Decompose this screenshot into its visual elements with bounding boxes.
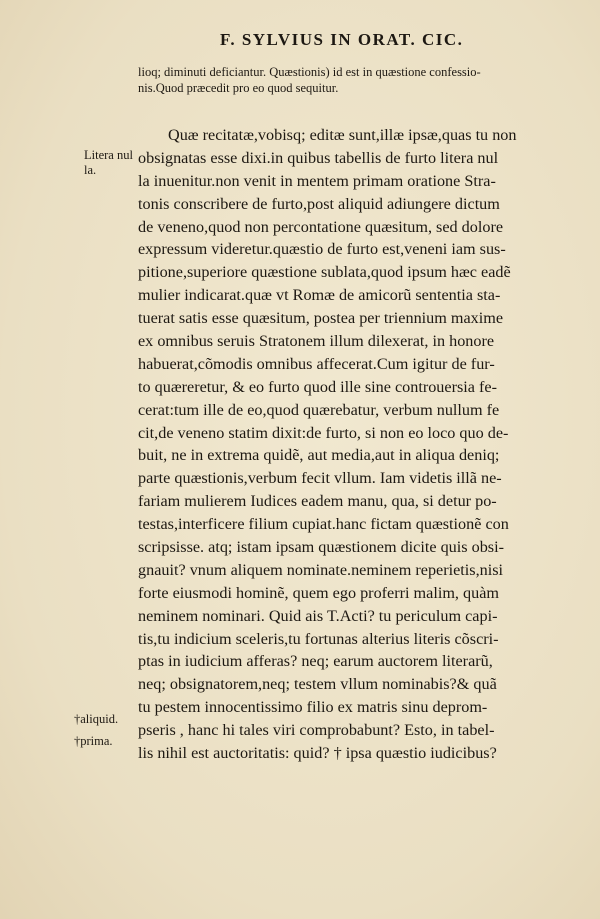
main-text-block (138, 124, 578, 765)
text-line: ptas in iudicium afferas? neq; earum auctorem literarũ, (138, 652, 493, 671)
text-line: de veneno,quod non percontatione quæsitum, sed dolore (138, 217, 504, 236)
text-line: testas,interficere filium cupiat.hanc fictam quæstionẽ con (138, 515, 509, 534)
text-line: lis nihil est auctoritatis: quid? † ipsa quæstio iudicibus? (138, 744, 497, 763)
text-line: tu pestem innocentissimo filio ex matris sinu deprom- (138, 698, 488, 717)
text-line: tuerat satis esse quæsitum, postea per triennium maxime (138, 309, 504, 328)
text-line: obsignatas esse dixi.in quibus tabellis de furto litera nul (138, 148, 499, 167)
running-head: F. SYLVIUS IN ORAT. CIC. (220, 30, 464, 49)
text-line: expressum videretur.quæstio de furto est,veneni iam sus- (138, 240, 506, 259)
commentary-line: lioq; diminuti deficiantur. Quæstionis) id est in quæstione confessio- (138, 65, 481, 79)
text-line: tonis conscribere de furto,post aliquid adiungere dictum (138, 194, 500, 213)
text-line: to quæreretur, & eo furto quod ille sine controuersia fe- (138, 377, 497, 396)
text-line: ex omnibus seruis Stratonem illum dilexerat, in honore (138, 332, 495, 351)
commentary-line: nis.Quod præcedit pro eo quod sequitur. (138, 81, 339, 95)
margin-note-line: la. (84, 163, 97, 177)
margin-note-aliquid: †aliquid. (74, 712, 119, 726)
text-line: cit,de veneno statim dixit:de furto, si non eo loco quo de- (138, 423, 509, 442)
text-line: gnauit? vnum aliquem nominate.neminem reperietis,nisi (138, 560, 504, 579)
text-line: fariam mulierem Iudices eadem manu, qua, si detur po- (138, 492, 497, 511)
text-line: buit, ne in extrema quidẽ, aut media,aut in aliqua deniq; (138, 446, 500, 465)
text-line: forte eiusmodi hominẽ, quem ego proferri malim, quàm (138, 583, 499, 602)
text-line: neq; obsignatorem,neq; testem vllum nominabis?& quã (138, 675, 497, 694)
text-line: scripsisse. atq; istam ipsam quæstionem dicite quis obsi- (138, 538, 504, 557)
text-line: la inuenitur.non venit in mentem primam oratione Stra- (138, 171, 496, 190)
text-line: neminem nominari. Quid ais T.Acti? tu periculum capi- (138, 606, 498, 625)
text-line: tis,tu indicium sceleris,tu fortunas alterius literis cõscri- (138, 629, 499, 648)
margin-note-prima: †prima. (74, 734, 113, 748)
text-line: Quæ recitatæ,vobisq; editæ sunt,illæ ipsæ,quas tu non (168, 126, 517, 144)
margin-note-line: Litera nul (84, 148, 133, 162)
commentary-block (138, 64, 578, 96)
text-line: mulier indicarat.quæ vt Romæ de amicorũ sententia sta- (138, 286, 501, 305)
text-line: cerat:tum ille de eo,quod quærebatur, verbum nullum fe (138, 400, 500, 419)
text-line: parte quæstionis,verbum fecit vllum. Iam videtis illã ne- (138, 469, 502, 488)
text-line: pitione,superiore quæstione sublata,quod ipsum hæc eadẽ (138, 263, 511, 282)
text-line: pseris , hanc hi tales viri comprobabunt? Esto, in tabel- (138, 721, 495, 740)
margin-note-litera-nulla (84, 148, 133, 178)
text-line: habuerat,cõmodis omnibus affecerat.Cum igitur de fur- (138, 354, 495, 373)
